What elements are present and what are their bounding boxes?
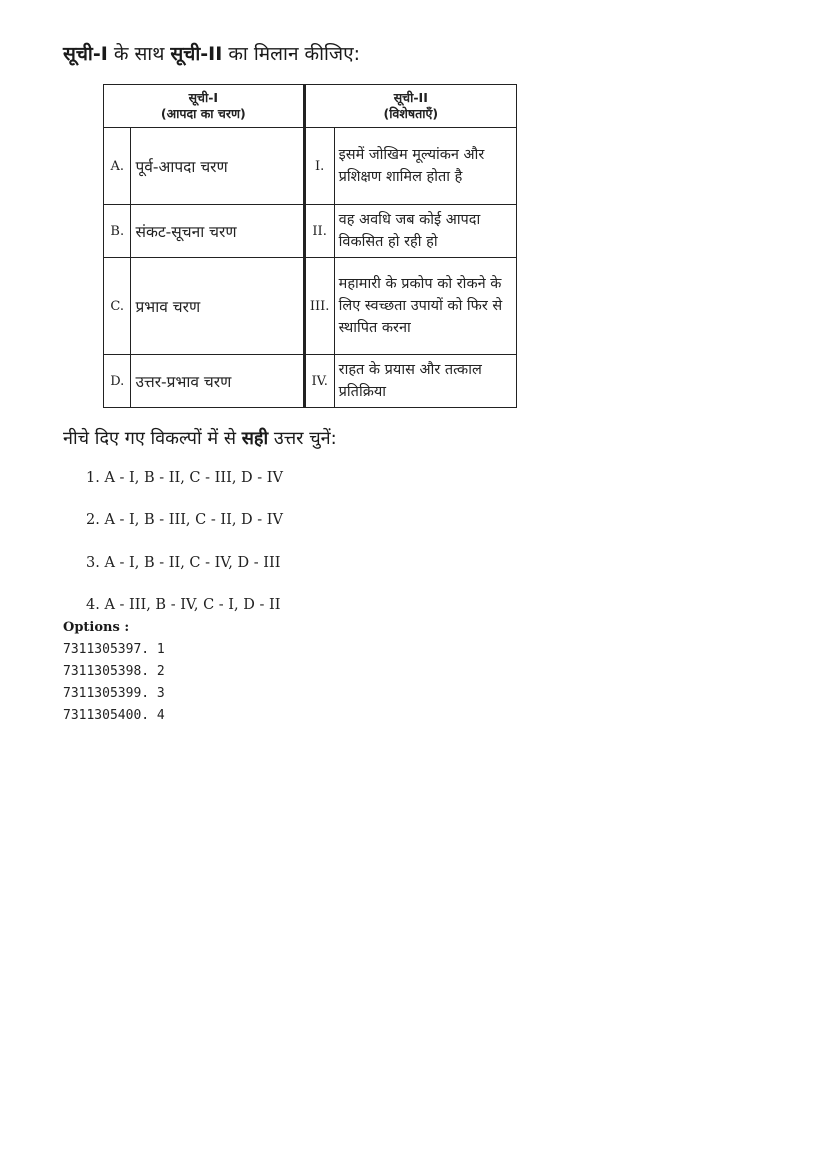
choice-3[interactable]: 3. A - I, B - II, C - IV, D - III <box>86 555 281 571</box>
table-row <box>104 355 517 408</box>
header-list-2-title: सूची-II <box>393 90 428 105</box>
instruction-suffix: उत्तर चुनें: <box>268 428 337 449</box>
row-phase: संकट-सूचना चरण <box>131 205 304 258</box>
header-list-2-subtitle: (विशेषताएँ) <box>383 106 439 121</box>
question-title <box>63 38 360 70</box>
table-header-row <box>104 85 517 128</box>
option-id-3: 7311305399. 3 <box>63 686 165 701</box>
row-feature: महामारी के प्रकोप को रोकने के लिए स्वच्छता उपायों को फिर से स्थापित करना <box>334 258 516 355</box>
list-2-label: सूची-II <box>170 43 223 65</box>
list-1-label: सूची-I <box>63 43 108 65</box>
row-key: C. <box>104 258 131 355</box>
instruction-prefix: नीचे दिए गए विकल्पों में से <box>63 428 242 449</box>
row-phase: उत्तर-प्रभाव चरण <box>131 355 304 408</box>
option-id-1: 7311305397. 1 <box>63 642 165 657</box>
instruction-emphasis: सही <box>241 428 269 449</box>
header-list-2 <box>304 85 516 128</box>
title-suffix: का मिलान कीजिए: <box>222 43 360 65</box>
table-row <box>104 128 517 205</box>
row-key: D. <box>104 355 131 408</box>
row-roman: IV. <box>304 355 334 408</box>
row-feature: वह अवधि जब कोई आपदा विकसित हो रही हो <box>334 205 516 258</box>
header-list-1 <box>104 85 305 128</box>
choice-1[interactable]: 1. A - I, B - II, C - III, D - IV <box>86 470 283 486</box>
row-key: A. <box>104 128 131 205</box>
row-feature: इसमें जोखिम मूल्यांकन और प्रशिक्षण शामिल होता है <box>334 128 516 205</box>
table-row <box>104 258 517 355</box>
table-row <box>104 205 517 258</box>
row-phase: पूर्व-आपदा चरण <box>131 128 304 205</box>
header-list-1-subtitle: (आपदा का चरण) <box>160 106 246 121</box>
header-list-1-title: सूची-I <box>188 90 219 105</box>
title-connector: के साथ <box>107 43 171 65</box>
options-heading: Options : <box>63 620 130 635</box>
option-id-2: 7311305398. 2 <box>63 664 165 679</box>
choice-2[interactable]: 2. A - I, B - III, C - II, D - IV <box>86 512 283 528</box>
row-key: B. <box>104 205 131 258</box>
match-table <box>103 84 517 408</box>
instruction <box>63 424 337 454</box>
option-id-4: 7311305400. 4 <box>63 708 165 723</box>
row-roman: I. <box>304 128 334 205</box>
row-feature: राहत के प्रयास और तत्काल प्रतिक्रिया <box>334 355 516 408</box>
row-phase: प्रभाव चरण <box>131 258 304 355</box>
choice-4[interactable]: 4. A - III, B - IV, C - I, D - II <box>86 597 281 613</box>
row-roman: II. <box>304 205 334 258</box>
row-roman: III. <box>304 258 334 355</box>
